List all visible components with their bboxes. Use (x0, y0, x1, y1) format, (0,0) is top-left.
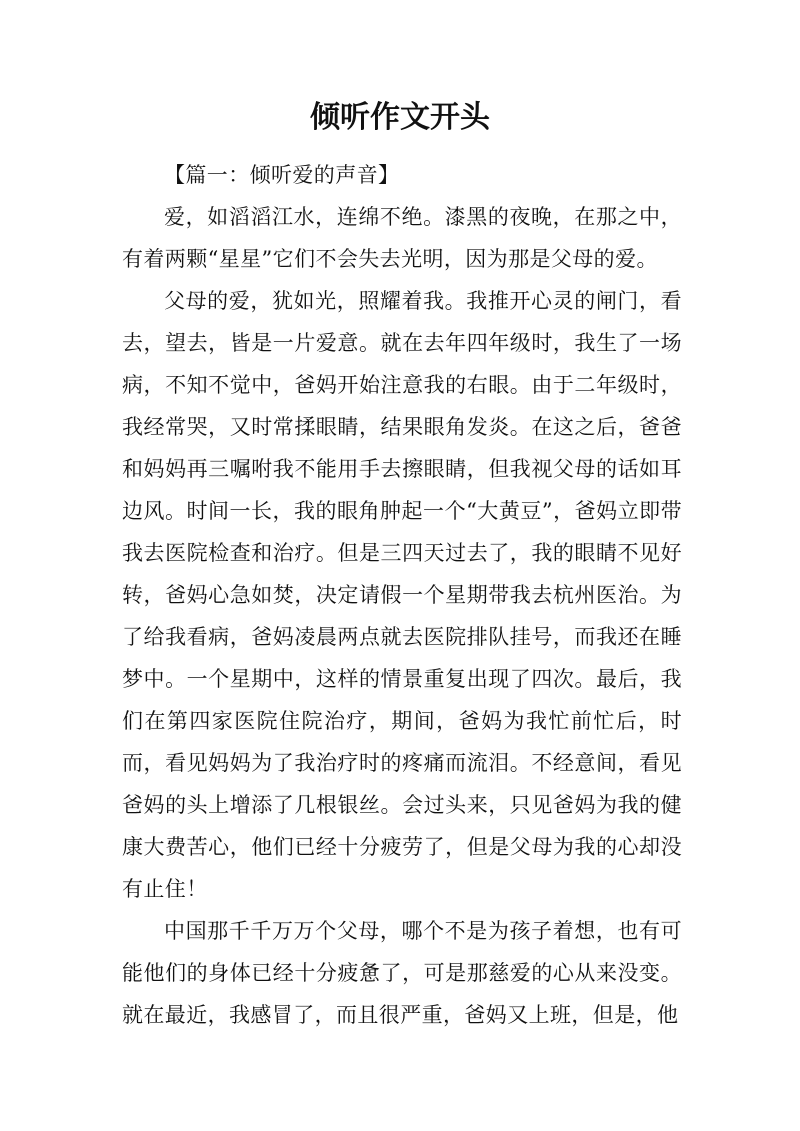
section-heading: 【篇一：倾听爱的声音】 (164, 163, 400, 187)
paragraph-3: 中国那千千万万个父母，哪个不是为孩子着想，也有可能他们的身体已经十分疲惫了，可是那慈爱的心从来没变。就在最近，我感冒了，而且很严重，爸妈又上班，但是，他 (122, 919, 682, 1027)
paragraph-1: 爱，如滔滔江水，连绵不绝。漆黑的夜晚，在那之中，有着两颗“星星”它们不会失去光明，因为那是父母的爱。 (122, 205, 682, 271)
paragraph-2: 父母的爱，犹如光，照耀着我。我推开心灵的闸门，看去，望去，皆是一片爱意。就在去年四年级时，我生了一场病，不知不觉中，爸妈开始注意我的右眼。由于二年级时，我经常哭，又时常揉眼睛，结果眼角发炎。在这之后，爸爸和妈妈再三嘱咐我不能用手去擦眼睛，但我视父母的话如耳边风。时间一长，我的眼角肿起一个“大黄豆”，爸妈立即带我去医院检查和治疗。但是三四天过去了，我的眼睛不见好转，爸妈心急如焚，决定请假一个星期带我去杭州医治。为了给我看病，爸妈凌晨两点就去医院排队挂号，而我还在睡梦中。一个星期中，这样的情景重复出现了四次。最后，我们在第四家医院住院治疗，期间，爸妈为我忙前忙后，时而，看见妈妈为了我治疗时的疼痛而流泪。不经意间，看见爸妈的头上增添了几根银丝。会过头来，只见爸妈为我的健康大费苦心，他们已经十分疲劳了，但是父母为我的心却没有止住！ (122, 289, 682, 901)
document-body (122, 154, 682, 1036)
document-title: 倾听作文开头 (310, 100, 490, 135)
